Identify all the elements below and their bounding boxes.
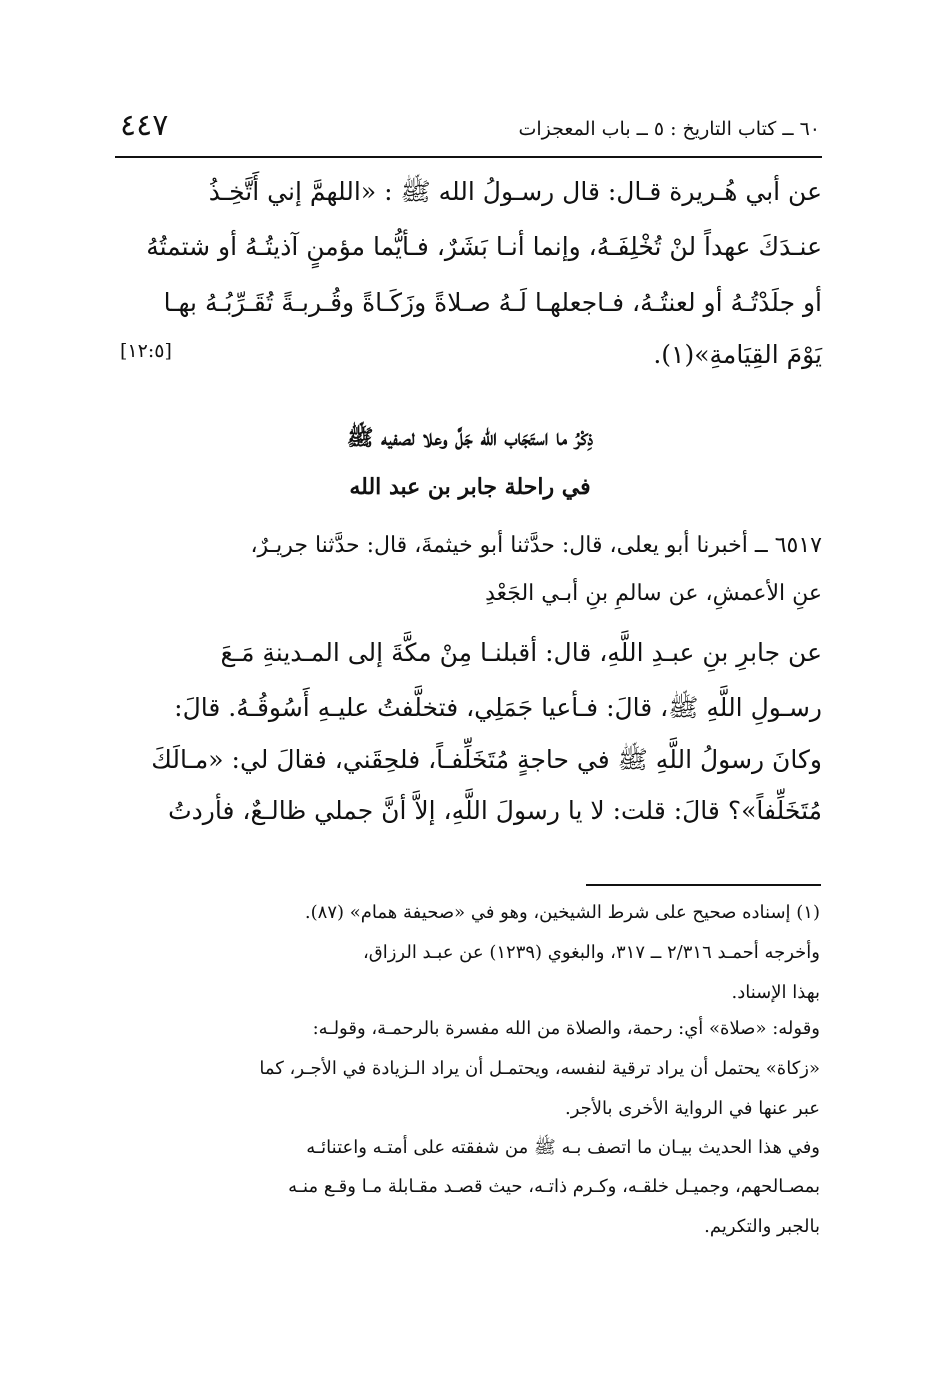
section-heading-line2: في راحلة جابر بن عبد الله xyxy=(349,474,591,500)
footnote-line: وفي هذا الحديث بيـان ما اتصف بـه ﷺ من شفقته على أمتـه واعتنائـه xyxy=(306,1137,820,1158)
page-number: ٤٤٧ xyxy=(120,108,169,143)
footnote-line: عبر عنها في الرواية الأخرى بالأجر. xyxy=(565,1098,820,1119)
matn-line: عن جابرِ بنِ عبـدِ اللَّهِ، قال: أقبلنـا مِنْ مكَّةَ إلى المـدينةِ مَـعَ xyxy=(220,638,822,667)
footnote-line: «زكاة» يحتمل أن يراد ترقية لنفسه، ويحتمـل أن يراد الـزيادة في الأجـر، كما xyxy=(259,1058,820,1079)
hadith-line: أو جلَدْتُـهُ أو لعنتُـهُ، فـاجعلهـا لَـهُ صـلاةً وزَكَـاةً وقُـربـةً تُقَـرِّبُـهُ بهـا xyxy=(163,288,822,317)
footnote-line: بهذا الإسناد. xyxy=(731,982,820,1003)
hadith-line: يَوْمَ القِيَامةِ»(١). xyxy=(653,340,822,369)
matn-line: رسـولِ اللَّهِ ﷺ، قالَ: فـأعيا جَمَلِي، فتخلَّفتُ عليـهِ أَسُوقُـهُ. قالَ: xyxy=(174,693,822,722)
header-divider xyxy=(115,156,822,158)
hadith-line: عن أبي هُـريرة قـال: قال رسـولُ الله ﷺ : «اللهمَّ إني أَتَّخِـذُ xyxy=(208,177,822,206)
footnote-line: وأخرجه أحمـد ٢/٣١٦ ــ ٣١٧، والبغوي (١٢٣٩) عن عبـد الرزاق، xyxy=(362,942,820,963)
isnad-line: عنِ الأعمشِ، عن سالمِ بنِ أبـي الجَعْدِ xyxy=(485,581,822,606)
footnote-line: بمصـالحهم، وجميـل خلقـه، وكـرم ذاتـه، حيث قصـد مقـابلة مـا وقـع منـه xyxy=(288,1176,820,1197)
footnote-divider xyxy=(586,884,821,886)
section-heading-line1: ذِكْرُ ما استَجَاب الله جَلَّ وعلا لصفيه ﷺ xyxy=(346,425,594,451)
footnote-line: بالجبر والتكريم. xyxy=(704,1216,820,1237)
hadith-reference: [١٢:٥] xyxy=(120,340,172,362)
matn-line: وكانَ رسولُ اللَّهِ ﷺ في حاجةٍ مُتَخَلِّفـاً، فلحِقَني، فقالَ لي: «مـالَكَ xyxy=(151,745,822,774)
hadith-line: عنـدَكَ عهداً لنْ تُخْلِفَـهُ، وإنما أنـا بَشَرٌ، فـأيُّما مؤمنٍ آذيتُـهُ أو شتمتُهُ xyxy=(146,232,822,261)
running-title: ٦٠ ــ كتاب التاريخ : ٥ ــ باب المعجزات xyxy=(518,118,820,140)
footnote-line: وقوله: «صلاة» أي: رحمة، والصلاة من الله مفسرة بالرحمـة، وقولـه: xyxy=(312,1018,820,1039)
isnad-line: ٦٥١٧ ــ أخبرنا أبو يعلى، قال: حدَّثنا أبو خيثمةَ، قال: حدَّثنا جريـرٌ، xyxy=(250,533,822,558)
footnote-line: (١) إسناده صحيح على شرط الشيخين، وهو في «صحيفة همام» (٨٧). xyxy=(304,902,820,923)
matn-line: مُتَخَلِّفاً»؟ قالَ: قلت: لا يا رسولَ اللَّهِ، إلاَّ أنَّ جملي ظالـعٌ، فأردتُ xyxy=(168,796,822,825)
